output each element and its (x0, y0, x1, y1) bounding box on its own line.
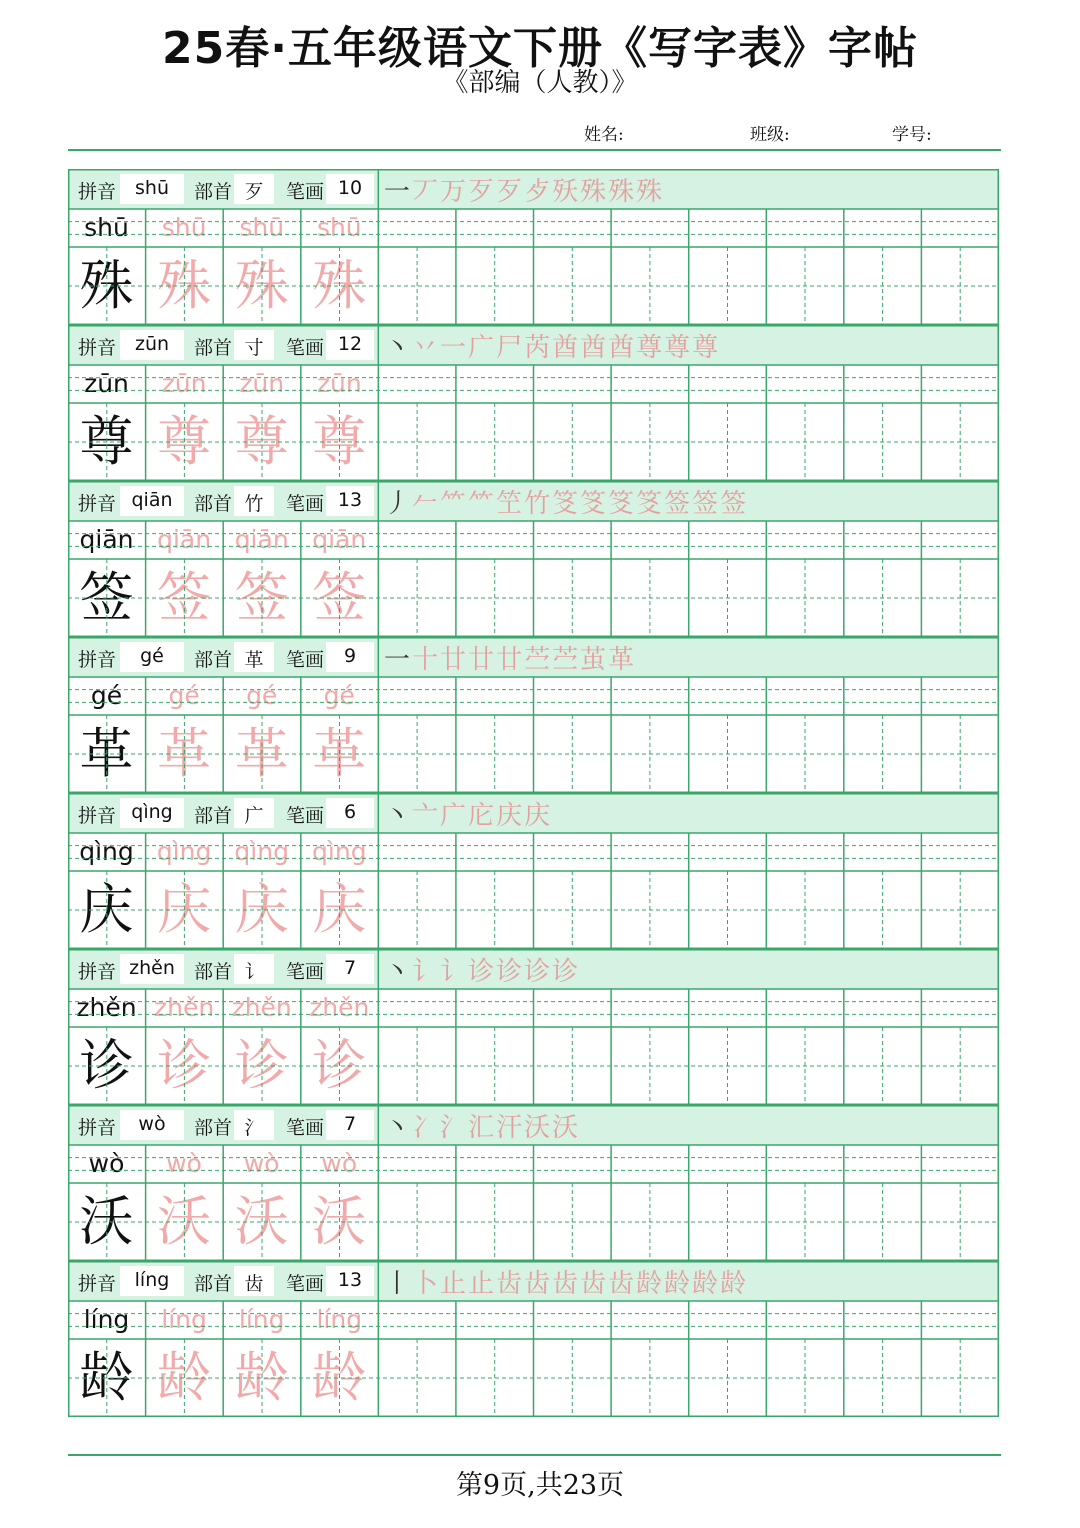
character-trace: 沃 (312, 1190, 367, 1253)
character-trace: 殊 (312, 254, 367, 317)
stroke-step: 笅 (580, 489, 609, 519)
stroke-step: 万 (440, 177, 469, 207)
stroke-order (384, 951, 580, 988)
pinyin-value: líng (134, 1269, 170, 1291)
character-trace: 尊 (234, 410, 289, 473)
pinyin-label: 拼音 (78, 805, 117, 827)
character-block (68, 949, 999, 1105)
pinyin-value: gé (140, 645, 164, 667)
stroke-step: 歹 (468, 177, 497, 207)
character-trace: 庆 (312, 878, 367, 941)
stroke-step: 一 (384, 645, 413, 675)
character-model: 龄 (79, 1346, 134, 1409)
stroke-step: 丶 (384, 957, 413, 987)
stroke-count: 10 (337, 177, 363, 199)
stroke-order (384, 483, 748, 520)
page-subtitle: 《部编（人教）》 (442, 68, 638, 98)
stroke-step: 殊 (608, 177, 637, 207)
pinyin-label: 拼音 (78, 1117, 117, 1139)
stroke-step: 齿 (524, 1269, 553, 1299)
stroke-step: 歺 (524, 177, 553, 207)
stroke-step: 诊 (496, 957, 525, 987)
stroke-step: 酋 (552, 333, 581, 363)
stroke-label: 笔画 (286, 961, 325, 983)
stroke-order (384, 1107, 580, 1144)
pinyin-trace: qiān (312, 525, 367, 554)
stroke-step: 齿 (552, 1269, 581, 1299)
character-trace: 诊 (234, 1034, 289, 1097)
page-number: 第9页,共23页 (455, 1470, 625, 1501)
practice-sheet (68, 169, 999, 1417)
stroke-step: 汗 (496, 1113, 525, 1143)
character-model: 殊 (79, 254, 134, 317)
stroke-step: 汇 (468, 1113, 497, 1143)
stroke-step: 殀 (552, 177, 581, 207)
pinyin-trace: líng (316, 1305, 363, 1334)
pinyin-model: zhěn (76, 993, 137, 1022)
character-block (68, 325, 999, 481)
stroke-step: 氵 (440, 1113, 469, 1143)
stroke-count: 6 (343, 801, 357, 823)
stroke-step: 廿 (440, 645, 469, 675)
pinyin-model: qiān (79, 525, 134, 554)
pinyin-trace: zhěn (309, 993, 370, 1022)
character-trace: 庆 (234, 878, 289, 941)
stroke-step: 齿 (580, 1269, 609, 1299)
character-trace: 革 (157, 722, 212, 785)
stroke-label: 笔画 (286, 805, 325, 827)
stroke-step: 十 (412, 645, 441, 675)
pinyin-trace: qiān (157, 525, 212, 554)
stroke-step: 丨 (384, 1269, 413, 1299)
stroke-step: 竹 (524, 489, 553, 519)
stroke-step: 苎 (524, 645, 553, 675)
pinyin-label: 拼音 (78, 493, 117, 515)
pinyin-trace: líng (238, 1305, 285, 1334)
character-trace: 诊 (312, 1034, 367, 1097)
stroke-step: 沃 (552, 1113, 581, 1143)
radical-value: 讠 (244, 961, 264, 983)
pinyin-trace: zhěn (231, 993, 292, 1022)
character-trace: 殊 (157, 254, 212, 317)
character-block (68, 481, 999, 637)
stroke-step: 亠 (412, 801, 441, 831)
pinyin-value: zhěn (129, 957, 175, 979)
stroke-count: 13 (337, 489, 363, 511)
stroke-step: 止 (468, 1269, 497, 1299)
pinyin-trace: qìng (312, 837, 367, 866)
stroke-step: 酋 (580, 333, 609, 363)
pinyin-trace: zūn (316, 369, 362, 398)
pinyin-trace: gé (168, 681, 200, 710)
radical-value: 齿 (244, 1273, 264, 1295)
stroke-step: 止 (440, 1269, 469, 1299)
stroke-step: 尊 (692, 333, 721, 363)
stroke-step: 苎 (552, 645, 581, 675)
stroke-step: 齿 (496, 1269, 525, 1299)
pinyin-trace: gé (323, 681, 355, 710)
pinyin-trace: wò (166, 1149, 202, 1178)
character-block (68, 637, 999, 793)
character-trace: 签 (312, 566, 367, 629)
stroke-step: 齿 (608, 1269, 637, 1299)
stroke-label: 笔画 (286, 337, 325, 359)
character-trace: 革 (312, 722, 367, 785)
pinyin-label: 拼音 (78, 1273, 117, 1295)
stroke-step: 笅 (608, 489, 637, 519)
character-model: 诊 (79, 1034, 134, 1097)
character-model: 尊 (79, 410, 134, 473)
radical-label: 部首 (194, 493, 233, 515)
pinyin-value: qìng (131, 801, 173, 823)
stroke-label: 笔画 (286, 649, 325, 671)
pinyin-trace: shū (316, 213, 362, 242)
character-trace: 龄 (312, 1346, 367, 1409)
stroke-label: 笔画 (286, 1117, 325, 1139)
stroke-step: 龄 (692, 1269, 721, 1299)
character-model: 庆 (79, 878, 134, 941)
stroke-count: 7 (343, 957, 357, 979)
radical-label: 部首 (194, 805, 233, 827)
stroke-label: 笔画 (286, 493, 325, 515)
stroke-step: 庆 (524, 801, 553, 831)
stroke-label: 笔画 (286, 1273, 325, 1295)
stroke-order (384, 795, 552, 832)
stroke-step: 丶 (384, 1113, 413, 1143)
radical-value: 竹 (244, 493, 264, 515)
pinyin-model: zūn (84, 369, 129, 398)
pinyin-trace: gé (246, 681, 278, 710)
stroke-step: ⺮ (440, 489, 469, 519)
stroke-step: 丶 (384, 333, 413, 363)
radical-label: 部首 (194, 649, 233, 671)
stroke-step: 笁 (496, 489, 525, 519)
stroke-step: 庀 (468, 801, 497, 831)
page-title: 25春·五年级语文下册《写字表》字帖 (162, 23, 918, 74)
stroke-step: 丷 (412, 333, 441, 363)
radical-label: 部首 (194, 961, 233, 983)
stroke-step: 庆 (496, 801, 525, 831)
stroke-step: 酋 (608, 333, 637, 363)
character-block (68, 169, 999, 325)
stroke-step: 诊 (468, 957, 497, 987)
stroke-step: 广 (440, 801, 469, 831)
stroke-step: 诊 (552, 957, 581, 987)
radical-value: 氵 (244, 1117, 264, 1139)
stroke-count: 7 (343, 1113, 357, 1135)
pinyin-label: 拼音 (78, 337, 117, 359)
pinyin-model: wò (88, 1149, 125, 1178)
student-no-label: 学号: (892, 125, 932, 145)
radical-label: 部首 (194, 181, 233, 203)
character-block (68, 1105, 999, 1261)
character-trace: 殊 (234, 254, 289, 317)
class-label: 班级: (750, 125, 790, 145)
pinyin-trace: shū (161, 213, 207, 242)
stroke-step: 笅 (552, 489, 581, 519)
stroke-step: 签 (720, 489, 749, 519)
pinyin-trace: zūn (239, 369, 285, 398)
stroke-step: 丆 (412, 177, 441, 207)
character-model: 革 (79, 722, 134, 785)
character-trace: 龄 (234, 1346, 289, 1409)
character-block (68, 1261, 999, 1417)
pinyin-label: 拼音 (78, 181, 117, 203)
pinyin-value: qiān (131, 489, 173, 511)
pinyin-label: 拼音 (78, 961, 117, 983)
pinyin-trace: zhěn (153, 993, 215, 1022)
stroke-step: 龄 (664, 1269, 693, 1299)
pinyin-trace: líng (161, 1305, 207, 1334)
character-trace: 革 (234, 722, 289, 785)
radical-value: 革 (244, 649, 264, 671)
name-label: 姓名: (584, 125, 624, 145)
stroke-step: ⺮ (468, 489, 497, 519)
character-trace: 尊 (157, 410, 212, 473)
stroke-step: 冫 (412, 1113, 441, 1143)
character-model: 沃 (79, 1190, 134, 1253)
stroke-order (384, 171, 664, 208)
stroke-count: 13 (337, 1269, 363, 1291)
pinyin-model: gé (90, 681, 123, 710)
stroke-step: 歹 (496, 177, 525, 207)
character-block (68, 793, 999, 949)
character-model: 签 (79, 566, 134, 629)
pinyin-value: wò (138, 1113, 166, 1135)
pinyin-model: qìng (79, 837, 134, 866)
stroke-step: 一 (384, 177, 413, 207)
character-trace: 签 (157, 566, 212, 629)
character-trace: 尊 (312, 410, 367, 473)
radical-value: 寸 (244, 337, 264, 359)
character-trace: 签 (234, 566, 289, 629)
pinyin-value: shū (135, 177, 169, 199)
stroke-step: 龄 (636, 1269, 665, 1299)
stroke-step: 茧 (580, 645, 609, 675)
character-trace: 龄 (157, 1346, 212, 1409)
stroke-step: 卜 (412, 1269, 441, 1299)
radical-value: 歹 (244, 181, 264, 203)
stroke-step: 廿 (468, 645, 497, 675)
stroke-step: 殊 (580, 177, 609, 207)
top-divider (68, 149, 1001, 151)
radical-label: 部首 (194, 1117, 233, 1139)
pinyin-trace: wò (243, 1149, 280, 1178)
stroke-step: 讠 (440, 957, 469, 987)
pinyin-trace: shū (239, 213, 285, 242)
stroke-step: 革 (608, 645, 637, 675)
character-trace: 沃 (157, 1190, 212, 1253)
stroke-step: 尊 (636, 333, 665, 363)
stroke-step: 丿 (384, 489, 413, 519)
stroke-order (384, 639, 636, 676)
pinyin-trace: qìng (156, 837, 212, 866)
stroke-step: 尸 (496, 333, 525, 363)
pinyin-trace: wò (321, 1149, 358, 1178)
stroke-step: 签 (692, 489, 721, 519)
stroke-step: 诊 (524, 957, 553, 987)
character-trace: 诊 (157, 1034, 212, 1097)
character-trace: 沃 (234, 1190, 289, 1253)
stroke-step: 廿 (496, 645, 525, 675)
stroke-step: 一 (440, 333, 469, 363)
pinyin-trace: qiān (234, 525, 289, 554)
bottom-divider (68, 1454, 1001, 1456)
stroke-step: 沃 (524, 1113, 553, 1143)
pinyin-model: líng (83, 1305, 130, 1334)
pinyin-label: 拼音 (78, 649, 117, 671)
pinyin-value: zūn (134, 333, 170, 355)
stroke-step: 签 (664, 489, 693, 519)
stroke-step: 讠 (412, 957, 441, 987)
radical-label: 部首 (194, 1273, 233, 1295)
stroke-step: 𠂉 (412, 489, 441, 519)
radical-value: 广 (244, 805, 264, 827)
stroke-count: 9 (343, 645, 357, 667)
stroke-count: 12 (337, 333, 363, 355)
stroke-step: 笅 (636, 489, 665, 519)
stroke-order (384, 1263, 748, 1300)
character-trace: 庆 (157, 878, 212, 941)
stroke-step: 殊 (636, 177, 665, 207)
pinyin-model: shū (84, 213, 129, 242)
pinyin-trace: qìng (234, 837, 289, 866)
stroke-order (384, 327, 720, 364)
pinyin-trace: zūn (161, 369, 207, 398)
stroke-step: 丶 (384, 801, 413, 831)
stroke-step: 尊 (664, 333, 693, 363)
stroke-step: 芮 (524, 333, 553, 363)
stroke-step: 广 (468, 333, 497, 363)
stroke-step: 龄 (720, 1269, 749, 1299)
stroke-label: 笔画 (286, 181, 325, 203)
radical-label: 部首 (194, 337, 233, 359)
